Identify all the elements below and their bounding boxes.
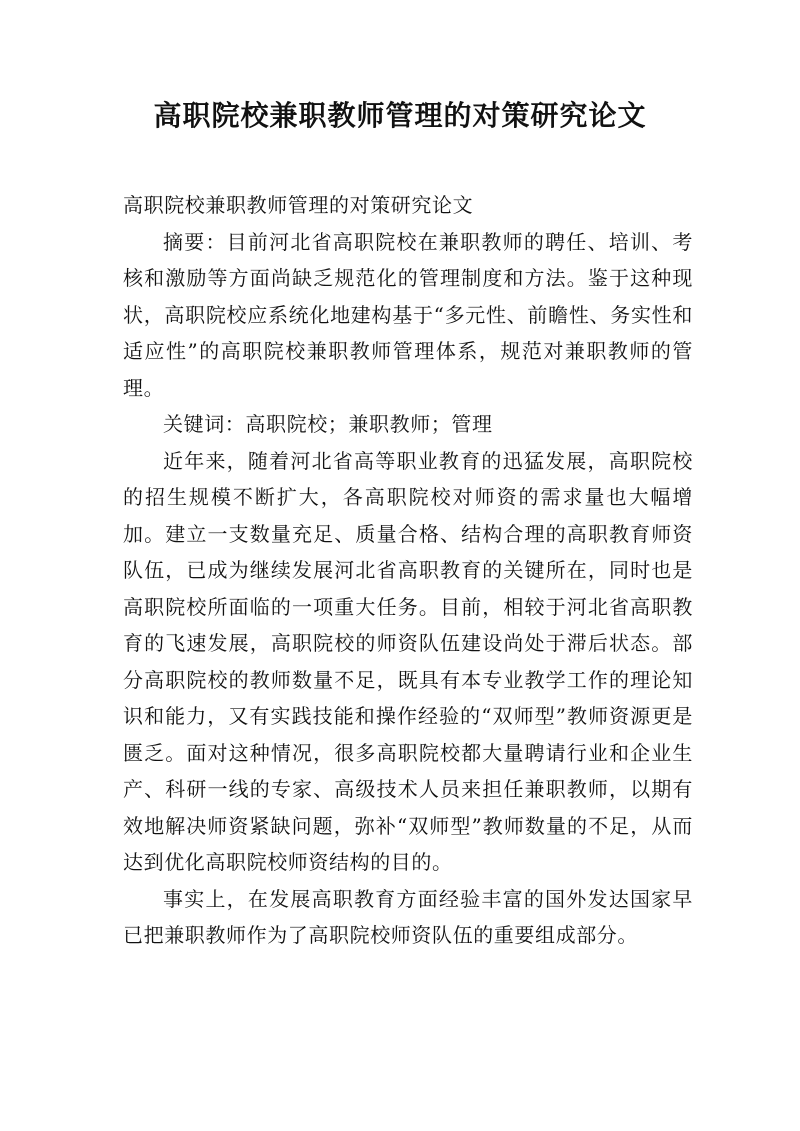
body-paragraph-intro: 近年来，随着河北省高等职业教育的迅猛发展，高职院校的招生规模不断扩大，各高职院校对师资的需求量也大幅增加。建立一支数量充足、质量合格、结构合理的高职教育师资队伍，已成为继续发展河北省高职教育的关键所在，同时也是高职院校所面临的一项重大任务。目前，相较于河北省高职教育的飞速发展，高职院校的师资队伍建设尚处于滞后状态。部分高职院校的教师数量不足，既具有本专业教学工作的理论知识和能力，又有实践技能和操作经验的“双师型”教师资源更是匮乏。面对这种情况，很多高职院校都大量聘请行业和企业生产、科研一线的专家、高级技术人员来担任兼职教师，以期有效地解决师资紧缺问题，弥补“双师型”教师数量的不足，从而达到优化高职院校师资结构的目的。 bbox=[123, 448, 693, 874]
keywords-paragraph: 关键词：高职院校；兼职教师；管理 bbox=[163, 412, 493, 436]
body-paragraph-foreign: 事实上，在发展高职教育方面经验丰富的国外发达国家早已把兼职教师作为了高职院校师资队伍的重要组成部分。 bbox=[123, 886, 693, 947]
abstract-paragraph: 摘要：目前河北省高职院校在兼职教师的聘任、培训、考核和激励等方面尚缺乏规范化的管理制度和方法。鉴于这种现状，高职院校应系统化地建构基于“多元性、前瞻性、务实性和适应性”的高职院校兼职教师管理体系，规范对兼职教师的管理。 bbox=[123, 229, 693, 400]
document-title: 高职院校兼职教师管理的对策研究论文 bbox=[153, 99, 647, 132]
subtitle-paragraph: 高职院校兼职教师管理的对策研究论文 bbox=[123, 193, 474, 217]
document-body bbox=[123, 187, 693, 954]
